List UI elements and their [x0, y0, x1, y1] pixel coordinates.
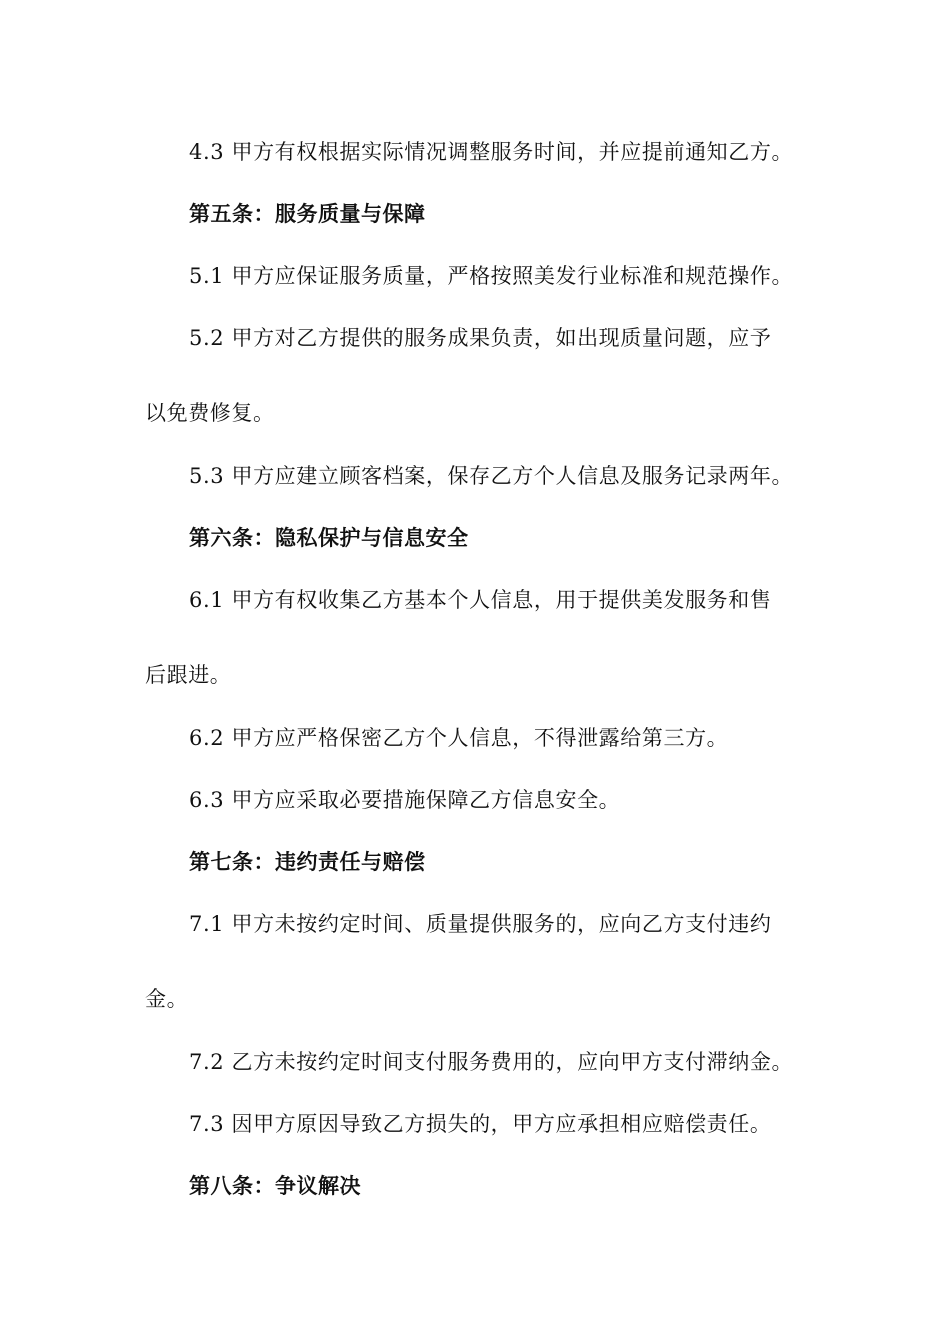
article-8-heading: 第八条：争议解决 — [189, 1174, 361, 1198]
clause-7-3: 7.3 因甲方原因导致乙方损失的，甲方应承担相应赔偿责任。 — [189, 1112, 772, 1136]
clause-5-2-line-1: 5.2 甲方对乙方提供的服务成果负责，如出现质量问题，应予 — [189, 326, 772, 350]
clause-7-1-line-1: 7.1 甲方未按约定时间、质量提供服务的，应向乙方支付违约 — [189, 912, 772, 936]
article-6-heading: 第六条：隐私保护与信息安全 — [189, 526, 469, 550]
clause-6-2: 6.2 甲方应严格保密乙方个人信息，不得泄露给第三方。 — [189, 726, 729, 750]
clause-6-1-line-1: 6.1 甲方有权收集乙方基本个人信息，用于提供美发服务和售 — [189, 588, 772, 612]
clause-4-3: 4.3 甲方有权根据实际情况调整服务时间，并应提前通知乙方。 — [189, 140, 794, 164]
clause-7-1-line-2: 金。 — [145, 987, 189, 1011]
article-7-heading: 第七条：违约责任与赔偿 — [189, 850, 426, 874]
clause-7-2: 7.2 乙方未按约定时间支付服务费用的，应向甲方支付滞纳金。 — [189, 1050, 794, 1074]
clause-6-1-line-2: 后跟进。 — [145, 663, 232, 687]
clause-6-3: 6.3 甲方应采取必要措施保障乙方信息安全。 — [189, 788, 621, 812]
article-5-heading: 第五条：服务质量与保障 — [189, 202, 426, 226]
clause-5-2-line-2: 以免费修复。 — [145, 401, 275, 425]
clause-5-3: 5.3 甲方应建立顾客档案，保存乙方个人信息及服务记录两年。 — [189, 464, 794, 488]
clause-5-1: 5.1 甲方应保证服务质量，严格按照美发行业标准和规范操作。 — [189, 264, 794, 288]
